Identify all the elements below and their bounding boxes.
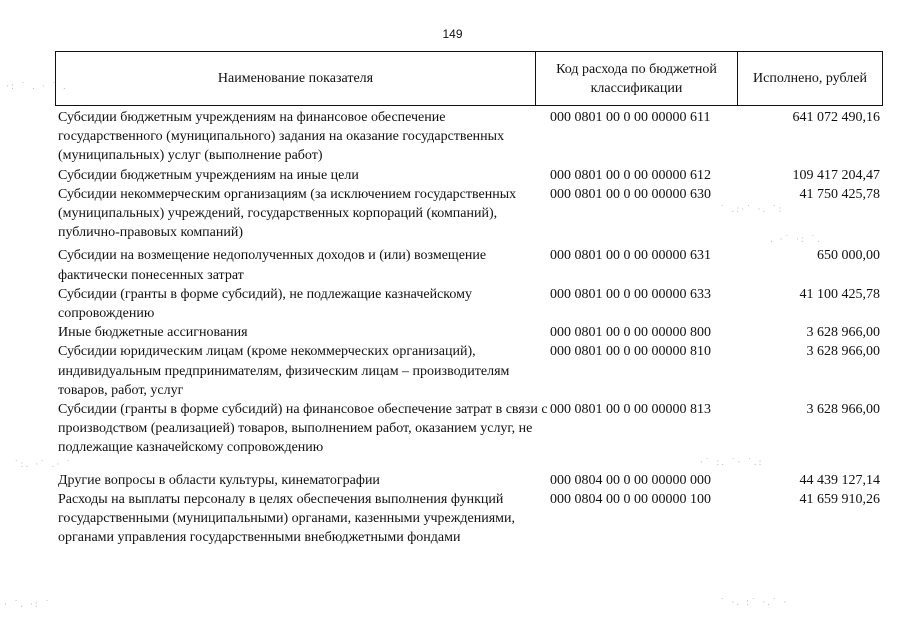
row-amount: 109 417 204,47	[792, 167, 880, 183]
row-name: Другие вопросы в области культуры, кинематографии	[58, 472, 380, 488]
row-code: 000 0801 00 0 00 00000 813	[550, 402, 711, 418]
row-amount: 650 000,00	[817, 248, 880, 264]
page-number: 149	[442, 27, 463, 41]
row-amount: 3 628 966,00	[806, 325, 880, 341]
row-code: 000 0801 00 0 00 00000 611	[550, 110, 711, 125]
row-amount: 3 628 966,00	[806, 402, 880, 418]
row-amount: 641 072 490,16	[792, 110, 880, 125]
table-row	[58, 400, 888, 458]
row-name: Субсидии (гранты в форме субсидий), не подлежащие казначейскому сопровождению	[58, 286, 472, 322]
row-name: Субсидии на возмещение недополученных доходов и (или) возмещение фактически понесенных затрат	[58, 248, 487, 283]
row-amount: 41 750 425,78	[799, 186, 880, 202]
row-name: Субсидии бюджетным учреждениям на финансовое обеспечение государственного (муниципального) задания на оказание государственных (муниципальных) услуг (выполнение работ)	[58, 110, 505, 164]
scan-noise: ˙:. ·˙ .· ˙	[14, 460, 73, 470]
row-amount: 41 100 425,78	[799, 286, 880, 302]
scan-noise: ·: ˙ . · ˙ .	[6, 82, 68, 92]
scan-noise: ·˙ :. ˙· ˙.:	[700, 458, 764, 468]
row-code: 000 0801 00 0 00 00000 633	[550, 286, 711, 302]
row-code: 000 0804 00 0 00 00000 100	[550, 491, 711, 507]
scan-noise: . ·˙ ·: ˙.	[770, 235, 823, 245]
row-amount: 3 628 966,00	[806, 344, 880, 360]
table-row	[58, 166, 888, 185]
row-code: 000 0801 00 0 00 00000 800	[550, 325, 711, 341]
table-body	[58, 108, 888, 547]
table-row	[58, 246, 888, 284]
table-row	[58, 490, 888, 548]
header-name: Наименование показателя	[56, 52, 536, 105]
table-header	[55, 51, 883, 106]
header-code: Код расхода по бюджетной классификации	[536, 52, 738, 105]
table-row	[58, 342, 888, 400]
table-row	[58, 471, 888, 490]
row-code: 000 0801 00 0 00 00000 631	[550, 248, 711, 264]
row-code: 000 0801 00 0 00 00000 810	[550, 344, 711, 360]
table-row	[58, 108, 888, 166]
row-name: Субсидии юридическим лицам (кроме некоммерческих организаций), индивидуальным предпринимателям, физическим лицам – производителям товаров, работ, услуг	[58, 344, 510, 398]
scan-noise: ˙ ·. :˙ ·.˙ ·	[720, 598, 789, 608]
row-code: 000 0801 00 0 00 00000 612	[550, 167, 711, 183]
row-amount: 41 659 910,26	[799, 491, 880, 507]
row-amount: 44 439 127,14	[799, 472, 880, 488]
header-amount: Исполнено, рублей	[753, 71, 867, 86]
row-name: Иные бюджетные ассигнования	[58, 325, 248, 341]
table-row	[58, 323, 888, 342]
row-name: Расходы на выплаты персоналу в целях обеспечения выполнения функций государственными (муниципальными) органами, казенными учреждениями, органами управления государственными внебюджетными фондами	[58, 491, 515, 546]
row-code: 000 0801 00 0 00 00000 630	[550, 186, 711, 202]
scan-noise: · ˙. ·: ˙	[4, 600, 52, 610]
table-row	[58, 185, 888, 243]
row-name: Субсидии бюджетным учреждениям на иные цели	[58, 167, 359, 183]
table-row	[58, 285, 888, 323]
row-code: 000 0804 00 0 00 00000 000	[550, 472, 711, 488]
scan-noise: ˙ .:·˙ ·. ˙:	[720, 205, 784, 215]
row-name: Субсидии (гранты в форме субсидий) на финансовое обеспечение затрат в связи с производством (реализацией) товаров, выполнением работ, оказанием услуг, не подлежащие казначейскому сопровождению	[58, 402, 548, 456]
row-name: Субсидии некоммерческим организациям (за исключением государственных (муниципальных) учреждений, государственных корпораций (компаний), публично-правовых компаний)	[58, 186, 517, 241]
